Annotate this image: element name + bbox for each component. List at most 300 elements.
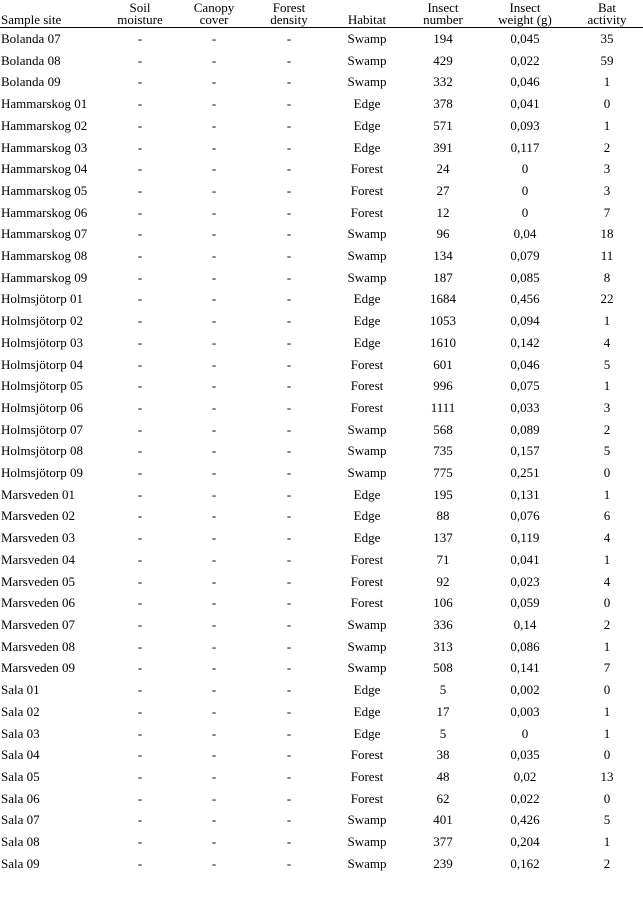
cell-soil-moisture: - [137,204,143,220]
cell-sample-site: Marsveden 06 [1,595,76,611]
cell-soil-moisture: - [137,638,143,654]
cell-insect-weight: 0,162 [510,855,540,871]
cell-forest-density: - [286,74,292,90]
table-row [0,50,643,72]
cell-forest-density: - [286,834,292,850]
cell-canopy-cover: - [211,74,217,90]
cell-canopy-cover: - [211,508,217,524]
table-row [0,614,643,636]
table-row [0,766,643,788]
table-row [0,158,643,180]
table-row [0,245,643,267]
cell-habitat: Swamp [347,638,387,654]
cell-habitat: Swamp [347,74,387,90]
cell-forest-density: - [286,52,292,68]
cell-canopy-cover: - [211,117,217,133]
cell-canopy-cover: - [211,573,217,589]
cell-forest-density: - [286,356,292,372]
cell-bat-activity: 3 [603,161,611,177]
cell-insect-number: 106 [433,595,453,611]
header-bat-activity-line1: Bat [597,0,617,15]
cell-bat-activity: 59 [600,52,614,68]
table-row [0,71,643,93]
cell-insect-weight: 0 [521,161,529,177]
cell-sample-site: Bolanda 09 [1,74,61,90]
header-bat-activity [571,0,643,28]
cell-insect-number: 137 [433,530,453,546]
cell-insect-weight: 0,157 [510,443,540,459]
cell-insect-number: 1610 [430,334,456,350]
cell-insect-number: 1111 [430,399,456,415]
cell-forest-density: - [286,616,292,632]
cell-sample-site: Sala 02 [1,703,40,719]
cell-insect-weight: 0,022 [510,790,540,806]
cell-insect-weight: 0,041 [510,551,540,567]
cell-bat-activity: 4 [603,573,611,589]
cell-sample-site: Hammarskog 07 [1,226,88,242]
cell-bat-activity: 5 [603,812,611,828]
cell-insect-weight: 0,033 [510,399,540,415]
header-forest-density-line2: density [270,12,308,27]
cell-sample-site: Bolanda 07 [1,31,61,46]
header-insect-number [407,0,479,28]
cell-habitat: Forest [350,356,384,372]
cell-sample-site: Hammarskog 05 [1,182,88,198]
cell-soil-moisture: - [137,421,143,437]
cell-canopy-cover: - [211,616,217,632]
header-canopy-cover-line1: Canopy [193,0,235,15]
cell-insect-number: 62 [436,790,450,806]
cell-soil-moisture: - [137,356,143,372]
cell-soil-moisture: - [137,616,143,632]
cell-sample-site: Sala 06 [1,790,40,806]
cell-habitat: Swamp [347,855,387,871]
cell-insect-weight: 0,142 [510,334,540,350]
header-habitat: Habitat [347,12,387,27]
cell-habitat: Forest [350,204,384,220]
cell-habitat: Edge [353,313,381,329]
table-row [0,440,643,462]
cell-canopy-cover: - [211,204,217,220]
cell-bat-activity: 18 [600,226,614,242]
cell-sample-site: Marsveden 09 [1,660,76,676]
cell-canopy-cover: - [211,747,217,763]
cell-sample-site: Hammarskog 02 [1,117,88,133]
cell-insect-weight: 0,456 [510,291,540,307]
cell-canopy-cover: - [211,248,217,264]
cell-canopy-cover: - [211,595,217,611]
cell-insect-weight: 0,002 [510,682,540,698]
cell-forest-density: - [286,747,292,763]
table-row [0,549,643,571]
cell-habitat: Swamp [347,660,387,676]
cell-sample-site: Sala 05 [1,768,40,784]
cell-habitat: Swamp [347,52,387,68]
cell-insect-number: 5 [439,725,447,741]
table-row [0,397,643,419]
cell-insect-number: 187 [433,269,453,285]
cell-soil-moisture: - [137,812,143,828]
cell-forest-density: - [286,486,292,502]
cell-habitat: Swamp [347,269,387,285]
cell-insect-number: 313 [433,638,453,654]
cell-bat-activity: 7 [603,660,611,676]
cell-soil-moisture: - [137,31,143,46]
cell-insect-number: 1053 [430,313,456,329]
cell-habitat: Edge [353,508,381,524]
cell-insect-number: 996 [433,378,453,394]
table-row [0,93,643,115]
cell-habitat: Forest [350,595,384,611]
cell-habitat: Edge [353,486,381,502]
table-row [0,831,643,853]
cell-sample-site: Marsveden 08 [1,638,76,654]
cell-habitat: Edge [353,96,381,112]
cell-soil-moisture: - [137,703,143,719]
cell-canopy-cover: - [211,161,217,177]
cell-canopy-cover: - [211,182,217,198]
cell-canopy-cover: - [211,725,217,741]
cell-insect-weight: 0,02 [513,768,537,784]
cell-bat-activity: 4 [603,334,611,350]
cell-insect-weight: 0,003 [510,703,540,719]
cell-insect-weight: 0,041 [510,96,540,112]
cell-habitat: Swamp [347,226,387,242]
cell-soil-moisture: - [137,52,143,68]
cell-insect-weight: 0 [521,204,529,220]
cell-soil-moisture: - [137,269,143,285]
cell-canopy-cover: - [211,356,217,372]
cell-soil-moisture: - [137,747,143,763]
cell-bat-activity: 0 [603,595,611,611]
cell-insect-weight: 0,204 [510,834,540,850]
cell-bat-activity: 1 [603,313,611,329]
cell-soil-moisture: - [137,226,143,242]
cell-canopy-cover: - [211,226,217,242]
cell-canopy-cover: - [211,682,217,698]
cell-habitat: Edge [353,703,381,719]
cell-soil-moisture: - [137,248,143,264]
table-row [0,180,643,202]
cell-sample-site: Holmsjötorp 05 [1,378,83,394]
cell-soil-moisture: - [137,378,143,394]
cell-soil-moisture: - [137,790,143,806]
cell-insect-number: 377 [433,834,453,850]
table-row [0,788,643,810]
cell-insect-number: 134 [433,248,453,264]
cell-habitat: Swamp [347,31,387,46]
cell-habitat: Forest [350,551,384,567]
cell-canopy-cover: - [211,443,217,459]
cell-sample-site: Hammarskog 09 [1,269,88,285]
cell-sample-site: Sala 04 [1,747,40,763]
cell-insect-number: 508 [433,660,453,676]
cell-habitat: Edge [353,682,381,698]
cell-insect-weight: 0,079 [510,248,540,264]
cell-habitat: Swamp [347,421,387,437]
cell-bat-activity: 1 [603,486,611,502]
table-row [0,288,643,310]
cell-insect-weight: 0,085 [510,269,540,285]
cell-forest-density: - [286,595,292,611]
cell-bat-activity: 0 [603,747,611,763]
cell-insect-weight: 0,131 [510,486,540,502]
cell-forest-density: - [286,117,292,133]
cell-soil-moisture: - [137,508,143,524]
cell-bat-activity: 11 [600,248,614,264]
cell-insect-number: 88 [436,508,450,524]
cell-canopy-cover: - [211,790,217,806]
cell-insect-number: 48 [436,768,450,784]
cell-insect-weight: 0,086 [510,638,540,654]
cell-soil-moisture: - [137,291,143,307]
table-row [0,462,643,484]
cell-insect-number: 332 [433,74,453,90]
table-row [0,809,643,831]
cell-bat-activity: 1 [603,117,611,133]
cell-insect-weight: 0,046 [510,74,540,90]
cell-bat-activity: 8 [603,269,611,285]
header-insect-weight-line2: weight (g) [498,12,552,27]
table-row [0,28,643,50]
cell-sample-site: Holmsjötorp 07 [1,421,83,437]
cell-soil-moisture: - [137,96,143,112]
cell-habitat: Edge [353,291,381,307]
cell-forest-density: - [286,139,292,155]
cell-habitat: Edge [353,725,381,741]
cell-canopy-cover: - [211,96,217,112]
cell-canopy-cover: - [211,313,217,329]
cell-sample-site: Sala 01 [1,682,40,698]
table-row [0,332,643,354]
cell-forest-density: - [286,334,292,350]
cell-canopy-cover: - [211,465,217,481]
cell-canopy-cover: - [211,768,217,784]
cell-sample-site: Bolanda 08 [1,52,61,68]
cell-bat-activity: 5 [603,356,611,372]
cell-soil-moisture: - [137,725,143,741]
cell-insect-weight: 0,251 [510,465,540,481]
cell-insect-number: 735 [433,443,453,459]
cell-forest-density: - [286,182,292,198]
cell-soil-moisture: - [137,465,143,481]
cell-habitat: Swamp [347,616,387,632]
cell-soil-moisture: - [137,139,143,155]
cell-canopy-cover: - [211,291,217,307]
header-soil-moisture [103,0,177,28]
header-insect-weight-line1: Insect [509,0,541,15]
cell-habitat: Swamp [347,443,387,459]
table-body [0,28,643,875]
cell-sample-site: Holmsjötorp 02 [1,313,83,329]
cell-forest-density: - [286,291,292,307]
cell-sample-site: Holmsjötorp 08 [1,443,83,459]
cell-forest-density: - [286,443,292,459]
cell-habitat: Forest [350,768,384,784]
cell-bat-activity: 13 [600,768,614,784]
table-row [0,375,643,397]
header-bat-activity-line2: activity [587,12,627,27]
cell-forest-density: - [286,551,292,567]
cell-canopy-cover: - [211,530,217,546]
cell-insect-weight: 0,046 [510,356,540,372]
cell-sample-site: Marsveden 02 [1,508,76,524]
cell-insect-weight: 0 [521,725,529,741]
table-row [0,723,643,745]
cell-sample-site: Sala 09 [1,855,40,871]
cell-forest-density: - [286,682,292,698]
cell-bat-activity: 2 [603,139,611,155]
cell-bat-activity: 1 [603,638,611,654]
cell-habitat: Edge [353,530,381,546]
table-row [0,354,643,376]
cell-habitat: Forest [350,573,384,589]
cell-habitat: Forest [350,378,384,394]
cell-sample-site: Holmsjötorp 03 [1,334,83,350]
cell-sample-site: Hammarskog 06 [1,204,88,220]
cell-sample-site: Sala 07 [1,812,40,828]
cell-soil-moisture: - [137,182,143,198]
cell-sample-site: Marsveden 04 [1,551,76,567]
cell-forest-density: - [286,530,292,546]
cell-sample-site: Sala 08 [1,834,40,850]
cell-soil-moisture: - [137,334,143,350]
header-canopy-cover-line2: cover [199,12,229,27]
table-row [0,484,643,506]
table-row [0,657,643,679]
cell-bat-activity: 0 [603,682,611,698]
cell-forest-density: - [286,725,292,741]
cell-insect-number: 401 [433,812,453,828]
cell-soil-moisture: - [137,443,143,459]
cell-insect-number: 92 [436,573,450,589]
header-insect-number-line2: number [423,12,463,27]
cell-sample-site: Holmsjötorp 01 [1,291,83,307]
cell-soil-moisture: - [137,595,143,611]
cell-bat-activity: 2 [603,616,611,632]
cell-bat-activity: 3 [603,399,611,415]
cell-bat-activity: 1 [603,834,611,850]
cell-habitat: Swamp [347,465,387,481]
table-row [0,853,643,875]
table-row [0,267,643,289]
cell-bat-activity: 7 [603,204,611,220]
cell-insect-weight: 0 [521,182,529,198]
cell-habitat: Edge [353,139,381,155]
cell-insect-number: 336 [433,616,453,632]
cell-forest-density: - [286,96,292,112]
cell-bat-activity: 22 [600,291,614,307]
table-row [0,419,643,441]
cell-forest-density: - [286,812,292,828]
cell-insect-number: 571 [433,117,453,133]
cell-insect-weight: 0,119 [510,530,540,546]
cell-sample-site: Hammarskog 04 [1,161,88,177]
cell-bat-activity: 1 [603,725,611,741]
cell-sample-site: Hammarskog 08 [1,248,88,264]
cell-canopy-cover: - [211,812,217,828]
cell-forest-density: - [286,378,292,394]
cell-forest-density: - [286,790,292,806]
cell-soil-moisture: - [137,530,143,546]
cell-soil-moisture: - [137,486,143,502]
cell-insect-number: 5 [439,682,447,698]
header-canopy-cover [177,0,251,28]
table-row [0,310,643,332]
cell-soil-moisture: - [137,161,143,177]
cell-forest-density: - [286,313,292,329]
cell-insect-number: 38 [436,747,450,763]
cell-insect-number: 71 [436,551,450,567]
cell-habitat: Forest [350,161,384,177]
cell-sample-site: Hammarskog 01 [1,96,88,112]
cell-insect-weight: 0,426 [510,812,540,828]
cell-forest-density: - [286,660,292,676]
cell-forest-density: - [286,31,292,46]
cell-bat-activity: 4 [603,530,611,546]
cell-habitat: Forest [350,182,384,198]
cell-canopy-cover: - [211,660,217,676]
cell-forest-density: - [286,768,292,784]
table-row [0,701,643,723]
table-row [0,137,643,159]
cell-canopy-cover: - [211,52,217,68]
cell-canopy-cover: - [211,638,217,654]
cell-habitat: Swamp [347,834,387,850]
cell-bat-activity: 5 [603,443,611,459]
cell-insect-number: 775 [433,465,453,481]
cell-forest-density: - [286,465,292,481]
cell-sample-site: Holmsjötorp 09 [1,465,83,481]
cell-bat-activity: 1 [603,74,611,90]
cell-canopy-cover: - [211,486,217,502]
cell-forest-density: - [286,638,292,654]
cell-insect-number: 27 [436,182,450,198]
cell-forest-density: - [286,204,292,220]
cell-insect-weight: 0,14 [513,616,537,632]
cell-insect-number: 12 [436,204,450,220]
cell-canopy-cover: - [211,421,217,437]
cell-insect-weight: 0,117 [510,139,540,155]
cell-canopy-cover: - [211,334,217,350]
cell-soil-moisture: - [137,573,143,589]
cell-insect-weight: 0,094 [510,313,540,329]
cell-soil-moisture: - [137,660,143,676]
cell-canopy-cover: - [211,551,217,567]
cell-insect-weight: 0,035 [510,747,540,763]
cell-soil-moisture: - [137,551,143,567]
cell-soil-moisture: - [137,313,143,329]
cell-soil-moisture: - [137,74,143,90]
cell-sample-site: Marsveden 07 [1,616,76,632]
cell-insect-number: 601 [433,356,453,372]
table-row [0,571,643,593]
table-row [0,223,643,245]
cell-bat-activity: 2 [603,421,611,437]
cell-canopy-cover: - [211,139,217,155]
cell-insect-weight: 0,089 [510,421,540,437]
header-soil-moisture-line2: moisture [117,12,163,27]
cell-bat-activity: 0 [603,96,611,112]
cell-bat-activity: 2 [603,855,611,871]
cell-forest-density: - [286,269,292,285]
table-row [0,679,643,701]
cell-canopy-cover: - [211,703,217,719]
cell-forest-density: - [286,399,292,415]
cell-insect-number: 391 [433,139,453,155]
cell-forest-density: - [286,573,292,589]
cell-insect-weight: 0,076 [510,508,540,524]
